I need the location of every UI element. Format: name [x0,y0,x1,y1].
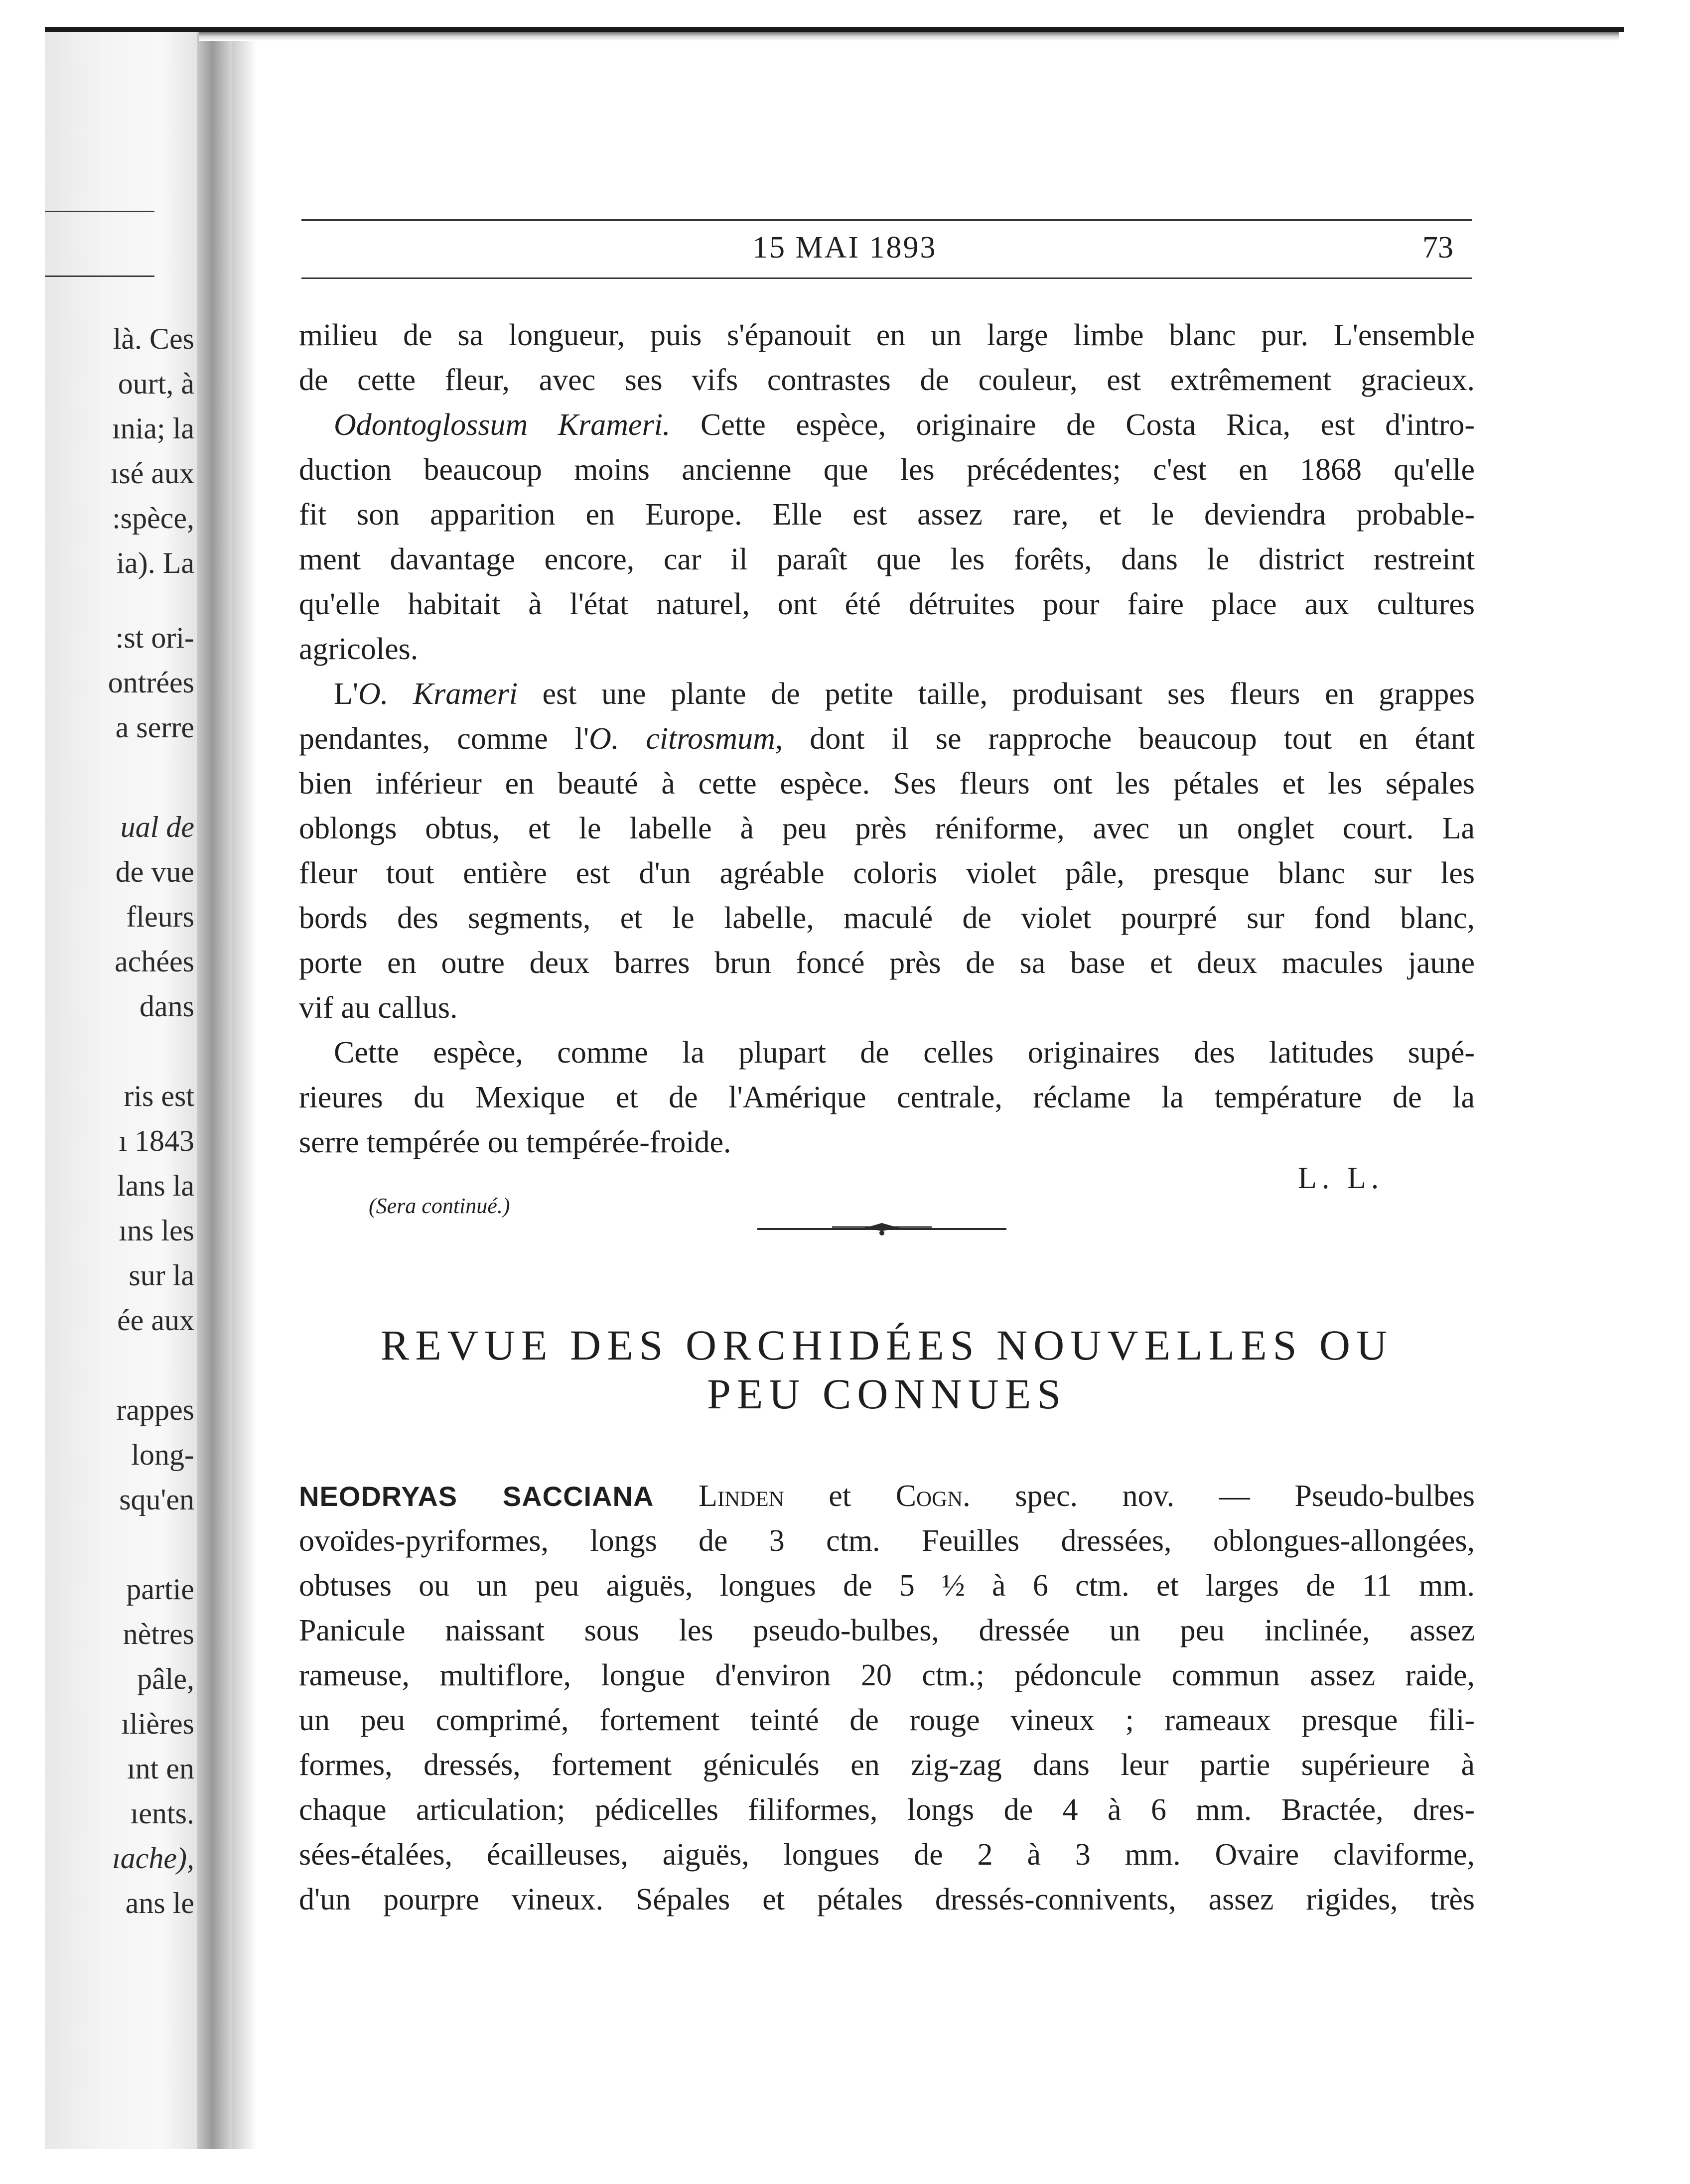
section-divider-ornament [757,1218,1006,1238]
facing-page-line: pâle, [137,1662,194,1695]
facing-page-line: :st ori- [115,621,194,654]
running-head-date: 15 MAI 1893 [752,231,937,265]
body-line: agricoles. [299,632,419,666]
facing-page-rule [45,275,154,277]
facing-page-line: ınt en [127,1752,194,1785]
gutter-shadow [232,32,257,2149]
page-number: 73 [1422,231,1453,265]
entry-line: d'un pourpre vineux. Sépales et pétales dressés-connivents, assez rigides, très [299,1883,1475,1916]
entry-line [299,1474,1475,1518]
header-rule-bottom [301,277,1472,279]
author-signature: L. L. [1298,1161,1384,1195]
body-text: L' [334,677,359,711]
book-spine-gutter [197,32,232,2149]
section-title: REVUE DES ORCHIDÉES NOUVELLES OU [380,1321,1394,1369]
body-line: qu'elle habitait à l'état naturel, ont été détruites pour faire place aux cultures [299,587,1475,621]
facing-page-line: lans la [117,1169,194,1202]
facing-page-line: achées [115,945,194,978]
body-line: serre tempérée ou tempérée-froide. [299,1125,731,1159]
facing-page-line: ourt, à [118,367,194,400]
facing-page-line: nètres [123,1618,194,1650]
body-line: duction beaucoup moins ancienne que les précédentes; c'est en 1868 qu'elle [299,453,1475,487]
facing-page-rule [45,211,154,212]
body-text: Cette espèce, originaire de Costa Rica, est d'intro- [670,408,1475,442]
facing-page-line: ılières [121,1707,194,1740]
species-heading: NEODRYAS SACCIANA [299,1481,654,1512]
body-text: spec. nov. — Pseudo-bulbes [970,1479,1475,1513]
facing-page-line: là. Ces [113,322,194,355]
facing-page-line: ısé aux [110,457,194,490]
scan-top-edge [45,27,1624,32]
facing-page-line: sur la [129,1259,194,1292]
facing-page-line: squ'en [119,1483,194,1516]
facing-page-line: fleurs [126,900,194,933]
facing-page-line: ia). La [116,546,194,579]
header-rule-top [301,219,1472,221]
facing-page-line: ı 1843 [119,1124,194,1157]
facing-page-line: ıns les [119,1214,194,1247]
entry-line: rameuse, multiflore, longue d'environ 20 ctm.; pédoncule commun assez raide, [299,1658,1475,1692]
body-line: oblongs obtus, et le labelle à peu près réniforme, avec un onglet court. La [299,812,1475,845]
facing-page-line: long- [131,1438,194,1471]
body-line: bords des segments, et le labelle, maculé de violet pourpré sur fond blanc, [299,901,1475,935]
facing-page-line: ée aux [117,1304,194,1337]
body-line: rieures du Mexique et de l'Amérique centrale, réclame la température de la [299,1081,1475,1114]
body-line: milieu de sa longueur, puis s'épanouit en un large limbe blanc pur. L'ensemble [299,318,1475,352]
body-text: dont il se rapproche beaucoup tout en étant [783,722,1475,756]
section-title: PEU CONNUES [706,1370,1067,1418]
entry-line: ovoïdes-pyriformes, longs de 3 ctm. Feuilles dressées, oblongues-allongées, [299,1524,1475,1558]
facing-page-line: ris est [124,1080,194,1112]
body-text: pendantes, comme l' [299,722,589,756]
body-line: Cette espèce, comme la plupart de celles originaires des latitudes supé- [334,1036,1475,1070]
facing-page-line: ınia; la [112,412,194,445]
species-name: Odontoglossum Krameri. [334,408,671,442]
species-name: O. citrosmum, [589,722,783,756]
body-line [299,716,1475,761]
facing-page-line: ontrées [108,666,194,699]
facing-page-line: de vue [115,855,194,888]
facing-page-line: ans le [125,1887,194,1919]
facing-page-line: ual de [120,811,194,843]
author-name: Cogn. [895,1479,971,1513]
entry-line: obtuses ou un peu aiguës, longues de 5 ½ à 6 ctm. et larges de 11 mm. [299,1569,1475,1603]
author-name: Linden [699,1479,784,1513]
entry-line: formes, dressés, fortement géniculés en zig-zag dans leur partie supérieure à [299,1748,1475,1782]
entry-line: chaque articulation; pédicelles filiformes, longs de 4 à 6 mm. Bractée, dres- [299,1793,1475,1827]
body-text: et [784,1479,896,1513]
body-line: ment davantage encore, car il paraît que les forêts, dans le district restreint [299,543,1475,576]
body-line: porte en outre deux barres brun foncé près de sa base et deux macules jaune [299,946,1475,980]
facing-page-line: dans [140,990,194,1023]
body-text: est une plante de petite taille, produisant ses fleurs en grappes [518,677,1475,711]
facing-page-line: a serre [115,711,194,744]
body-line [334,403,1475,447]
facing-page-line: rappes [116,1393,194,1426]
entry-line: Panicule naissant sous les pseudo-bulbes, dressée un peu inclinée, assez [299,1614,1475,1647]
continued-note: (Sera continué.) [369,1194,510,1218]
facing-page-line: ıents. [130,1797,194,1830]
scan-top-edge-shadow [199,32,1619,41]
entry-line: sées-étalées, écailleuses, aiguës, longues de 2 à 3 mm. Ovaire claviforme, [299,1838,1475,1872]
body-line: bien inférieur en beauté à cette espèce. Ses fleurs ont les pétales et les sépales [299,767,1475,801]
entry-line: un peu comprimé, fortement teinté de rouge vineux ; rameaux presque fili- [299,1703,1475,1737]
body-line: fleur tout entière est d'un agréable coloris violet pâle, presque blanc sur les [299,856,1475,890]
body-line [334,672,1475,716]
species-name: O. Krameri [358,677,518,711]
facing-page-line: ıache), [112,1842,194,1875]
body-line: vif au callus. [299,991,458,1025]
facing-page-line: :spèce, [112,502,194,535]
body-line: fit son apparition en Europe. Elle est assez rare, et le deviendra probable- [299,498,1475,532]
facing-page-line: partie [126,1573,194,1606]
body-line: de cette fleur, avec ses vifs contrastes de couleur, est extrêmement gracieux. [299,363,1475,397]
